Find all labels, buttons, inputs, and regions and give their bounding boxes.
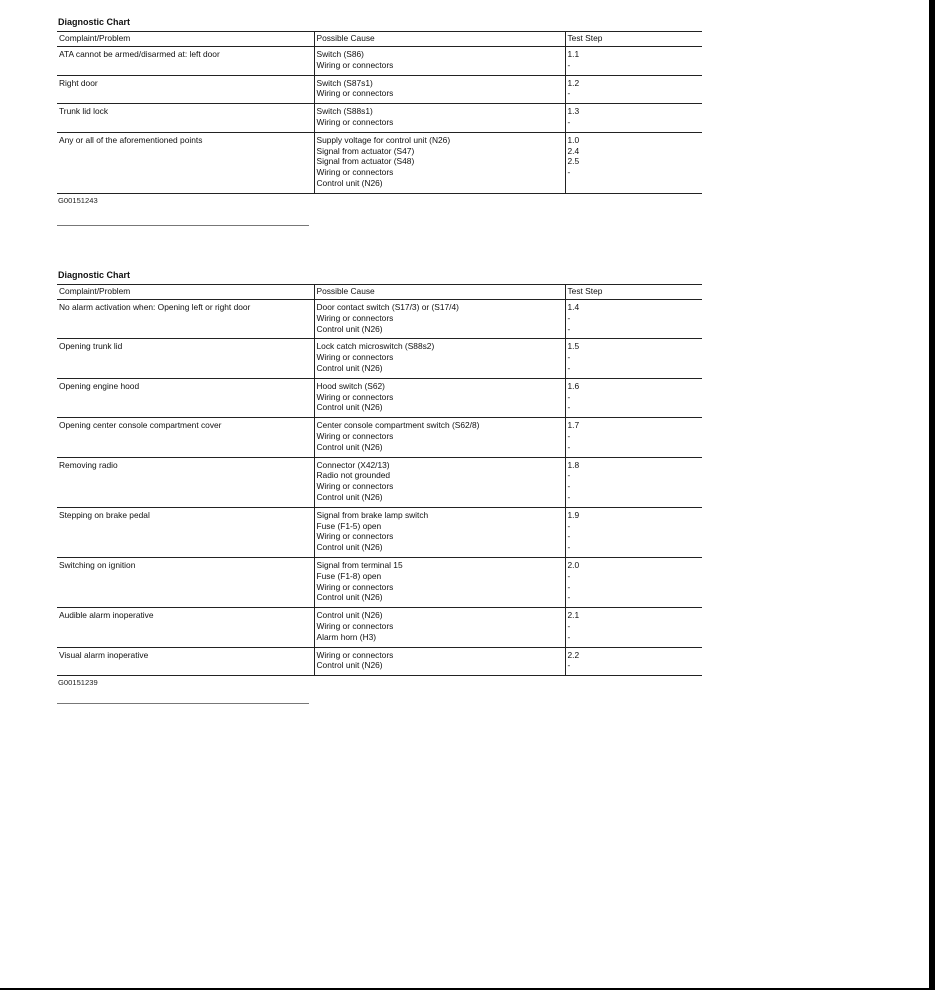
section-divider — [57, 225, 309, 226]
column-header-complaint: Complaint/Problem — [57, 32, 314, 47]
table-row — [57, 132, 702, 193]
cause-cell: Switch (S88s1) Wiring or connectors — [314, 104, 565, 133]
test-step-cell: 2.1 - - — [565, 608, 702, 647]
document-id: G00151243 — [58, 195, 98, 205]
complaint-cell: Trunk lid lock — [57, 104, 314, 133]
table-row — [57, 47, 702, 76]
column-header-cause: Possible Cause — [314, 32, 565, 47]
cause-cell: Switch (S86) Wiring or connectors — [314, 47, 565, 76]
test-step-cell: 1.9 - - - — [565, 507, 702, 557]
cause-cell: Center console compartment switch (S62/8) Wiring or connectors Control unit (N26) — [314, 418, 565, 457]
cause-cell: Connector (X42/13) Radio not grounded Wiring or connectors Control unit (N26) — [314, 457, 565, 507]
table-header-row — [57, 32, 702, 47]
table-row — [57, 557, 702, 607]
cause-cell: Signal from brake lamp switch Fuse (F1-5) open Wiring or connectors Control unit (N26) — [314, 507, 565, 557]
test-step-cell: 1.5 - - — [565, 339, 702, 378]
complaint-cell: Audible alarm inoperative — [57, 608, 314, 647]
table-row — [57, 104, 702, 133]
table-row — [57, 75, 702, 104]
cause-cell: Switch (S87s1) Wiring or connectors — [314, 75, 565, 104]
cause-cell: Control unit (N26) Wiring or connectors Alarm horn (H3) — [314, 608, 565, 647]
table-row — [57, 608, 702, 647]
test-step-cell: 1.3 - — [565, 104, 702, 133]
column-header-cause: Possible Cause — [314, 285, 565, 300]
diagnostic-chart-2 — [57, 270, 702, 689]
table-row — [57, 507, 702, 557]
cause-cell: Supply voltage for control unit (N26) Signal from actuator (S47) Signal from actuator (S48) Wiring or connectors Control unit (N26) — [314, 132, 565, 193]
test-step-cell: 1.0 2.4 2.5 - — [565, 132, 702, 193]
diagnostic-table — [57, 284, 702, 676]
complaint-cell: Stepping on brake pedal — [57, 507, 314, 557]
test-step-cell: 1.1 - — [565, 47, 702, 76]
complaint-cell: Right door — [57, 75, 314, 104]
complaint-cell: Any or all of the aforementioned points — [57, 132, 314, 193]
complaint-cell: Opening center console compartment cover — [57, 418, 314, 457]
complaint-cell: No alarm activation when: Opening left or right door — [57, 300, 314, 339]
table-row — [57, 300, 702, 339]
test-step-cell: 2.2 - — [565, 647, 702, 676]
complaint-cell: Visual alarm inoperative — [57, 647, 314, 676]
complaint-cell: Removing radio — [57, 457, 314, 507]
table-header-row — [57, 285, 702, 300]
column-header-test-step: Test Step — [565, 285, 702, 300]
complaint-cell: Opening trunk lid — [57, 339, 314, 378]
cause-cell: Signal from terminal 15 Fuse (F1-8) open Wiring or connectors Control unit (N26) — [314, 557, 565, 607]
complaint-cell: Opening engine hood — [57, 378, 314, 417]
section-divider — [57, 703, 309, 704]
test-step-cell: 2.0 - - - — [565, 557, 702, 607]
table-row — [57, 378, 702, 417]
cause-cell: Wiring or connectors Control unit (N26) — [314, 647, 565, 676]
cause-cell: Door contact switch (S17/3) or (S17/4) Wiring or connectors Control unit (N26) — [314, 300, 565, 339]
column-header-complaint: Complaint/Problem — [57, 285, 314, 300]
test-step-cell: 1.7 - - — [565, 418, 702, 457]
page-right-border — [929, 0, 935, 990]
diagnostic-chart-1 — [57, 17, 702, 207]
cause-cell: Hood switch (S62) Wiring or connectors Control unit (N26) — [314, 378, 565, 417]
document-id: G00151239 — [58, 678, 98, 688]
test-step-cell: 1.4 - - — [565, 300, 702, 339]
table-row — [57, 457, 702, 507]
test-step-cell: 1.2 - — [565, 75, 702, 104]
cause-cell: Lock catch microswitch (S88s2) Wiring or connectors Control unit (N26) — [314, 339, 565, 378]
complaint-cell: Switching on ignition — [57, 557, 314, 607]
table-row — [57, 339, 702, 378]
table-row — [57, 418, 702, 457]
complaint-cell: ATA cannot be armed/disarmed at: left door — [57, 47, 314, 76]
table-row — [57, 647, 702, 676]
test-step-cell: 1.6 - - — [565, 378, 702, 417]
chart-title: Diagnostic Chart — [58, 17, 131, 27]
test-step-cell: 1.8 - - - — [565, 457, 702, 507]
diagnostic-table — [57, 31, 702, 194]
column-header-test-step: Test Step — [565, 32, 702, 47]
chart-title: Diagnostic Chart — [58, 270, 131, 280]
